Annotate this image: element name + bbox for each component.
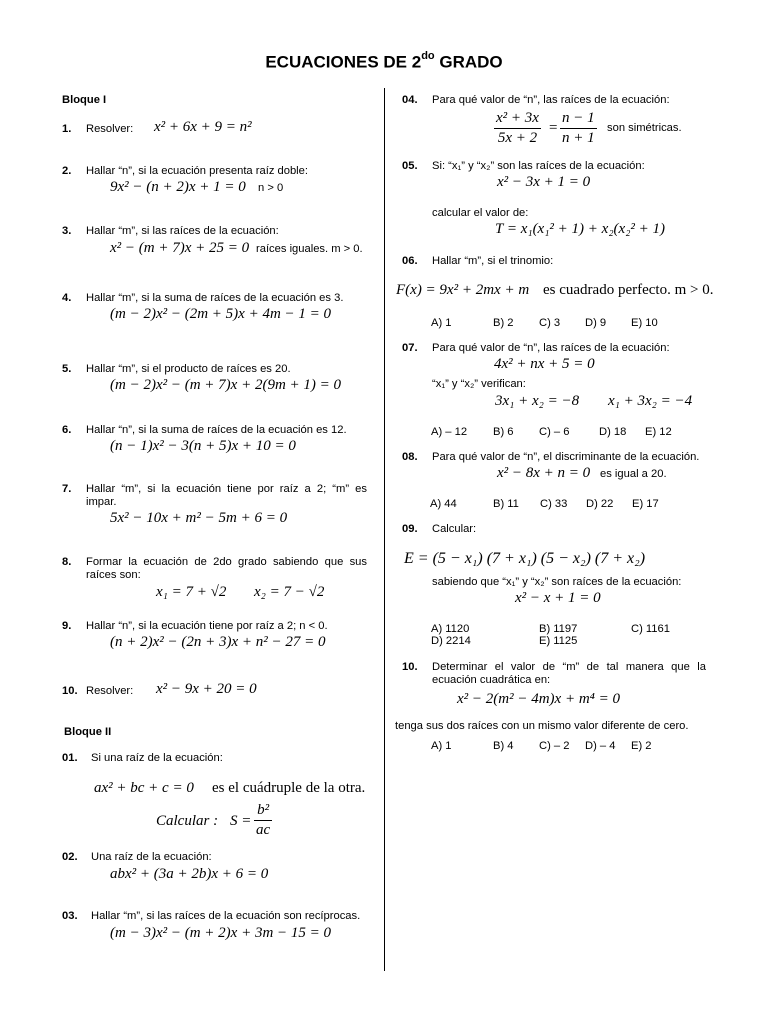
- problem-4-number: 4.: [62, 292, 72, 304]
- question-08-text: Para qué valor de “n”, el discriminante de la ecuación.: [432, 451, 700, 463]
- question-10-equation: x² − 2(m² − 4m)x + m⁴ = 0: [457, 691, 621, 707]
- page-title: [0, 52, 768, 73]
- question-07-number: 07.: [402, 342, 418, 354]
- question-04-number: 04.: [402, 94, 418, 106]
- question-03-equation: (m − 3)x² − (m + 2)x + 3m − 15 = 0: [110, 925, 332, 941]
- q06-option-e[interactable]: E) 10: [631, 317, 658, 329]
- q09-option-c[interactable]: C) 1161: [631, 623, 670, 635]
- q07-option-a[interactable]: A) – 12: [431, 426, 468, 438]
- question-05-number: 05.: [402, 160, 418, 172]
- question-09-equation: E = (5 − x₁) (7 + x₁) (5 − x₂) (7 + x₂): [404, 550, 646, 567]
- q09-option-b[interactable]: B) 1197: [539, 623, 578, 635]
- problem-9-text: Hallar “n”, si la ecuación tiene por raíz a 2; n < 0.: [86, 620, 328, 632]
- q07-option-e[interactable]: E) 12: [645, 426, 672, 438]
- problem-7-text: Hallar “m”, si la ecuación tiene por raíz a 2; “m” es impar.: [86, 483, 367, 508]
- question-08-equation: x² − 8x + n = 0: [497, 465, 591, 481]
- problem-8-root-2: x₂ = 7 − √2: [254, 584, 325, 600]
- q09-option-a[interactable]: A) 1120: [431, 623, 470, 635]
- question-03-text: Hallar “m”, si las raíces de la ecuación son recíprocas.: [91, 910, 361, 922]
- question-02-equation: abx² + (3a + 2b)x + 6 = 0: [110, 866, 269, 882]
- question-02-number: 02.: [62, 851, 78, 863]
- question-07-condition-1: 3x₁ + x₂ = −8: [495, 393, 580, 409]
- q08-option-d[interactable]: D) 22: [586, 498, 614, 510]
- problem-8-number: 8.: [62, 556, 72, 568]
- question-03-number: 03.: [62, 910, 78, 922]
- question-06-equation: F(x) = 9x² + 2mx + m: [396, 282, 530, 298]
- question-07-condition-2: x₁ + 3x₂ = −4: [608, 393, 693, 409]
- q07-option-b[interactable]: B) 6: [493, 426, 514, 438]
- q09-option-d[interactable]: D) 2214: [431, 635, 471, 647]
- question-01-number: 01.: [62, 752, 78, 764]
- problem-1-equation: x² + 6x + 9 = n²: [154, 119, 252, 135]
- q07-option-c[interactable]: C) – 6: [539, 426, 570, 438]
- q07-option-d[interactable]: D) 18: [599, 426, 627, 438]
- question-04-tail: son simétricas.: [607, 122, 682, 134]
- problem-5-equation: (m − 2)x² − (m + 7)x + 2(9m + 1) = 0: [110, 377, 342, 393]
- q08-option-c[interactable]: C) 33: [540, 498, 568, 510]
- title-main: ECUACIONES DE 2: [265, 52, 422, 72]
- problem-10-text: Resolver:: [86, 685, 134, 697]
- question-05-equation-2: T = x₁(x₁² + 1) + x₂(x₂² + 1): [495, 221, 666, 237]
- question-08-number: 08.: [402, 451, 418, 463]
- problem-7-number: 7.: [62, 483, 72, 495]
- q06-option-c[interactable]: C) 3: [539, 317, 561, 329]
- problem-1-number: 1.: [62, 123, 72, 135]
- problem-8-root-1: x₁ = 7 + √2: [156, 584, 227, 600]
- problem-3-condition: raíces iguales. m > 0.: [256, 243, 363, 255]
- fraction-denominator: n + 1: [562, 130, 595, 146]
- problem-4-text: Hallar “m”, si la suma de raíces de la ecuación es 3.: [86, 292, 344, 304]
- question-08-tail: es igual a 20.: [600, 468, 667, 480]
- question-09-text-2: sabiendo que “x₁” y “x₂” son raíces de la ecuación:: [432, 576, 682, 588]
- problem-4-equation: (m − 2)x² − (2m + 5)x + 4m − 1 = 0: [110, 306, 332, 322]
- q09-option-e[interactable]: E) 1125: [539, 635, 578, 647]
- question-09-equation-2: x² − x + 1 = 0: [515, 590, 601, 606]
- question-01-tail: es el cuádruple de la otra.: [212, 780, 366, 796]
- q10-option-c[interactable]: C) – 2: [539, 740, 570, 752]
- problem-7-equation: 5x² − 10x + m² − 5m + 6 = 0: [110, 510, 288, 526]
- question-07-text-2: “x₁” y “x₂” verifican:: [432, 378, 526, 390]
- q06-option-b[interactable]: B) 2: [493, 317, 514, 329]
- question-09-number: 09.: [402, 523, 418, 535]
- question-10-text-2: tenga sus dos raíces con un mismo valor diferente de cero.: [395, 720, 689, 732]
- title-tail: GRADO: [434, 52, 503, 72]
- question-10-text: Determinar el valor de “m” de tal manera que la ecuación cuadrática en:: [432, 661, 706, 686]
- problem-6-text: Hallar “n”, si la suma de raíces de la ecuación es 12.: [86, 424, 347, 436]
- problem-8-text: Formar la ecuación de 2do grado sabiendo que sus raíces son:: [86, 556, 367, 581]
- q10-option-b[interactable]: B) 4: [493, 740, 514, 752]
- q06-option-d[interactable]: D) 9: [585, 317, 607, 329]
- block-1-heading: Bloque I: [62, 94, 107, 106]
- problem-2-equation: 9x² − (n + 2)x + 1 = 0: [110, 179, 246, 195]
- problem-3-text: Hallar “m”, si las raíces de la ecuación:: [86, 225, 279, 237]
- question-09-text: Calcular:: [432, 523, 477, 535]
- question-07-equation: 4x² + nx + 5 = 0: [494, 356, 595, 372]
- problem-10-equation: x² − 9x + 20 = 0: [156, 681, 257, 697]
- question-10-number: 10.: [402, 661, 418, 673]
- question-05-text: Si: “x₁” y “x₂” son las raíces de la ecuación:: [432, 160, 645, 172]
- problem-1-text: Resolver:: [86, 123, 134, 135]
- fraction-numerator: b²: [254, 802, 272, 821]
- title-superscript: do: [421, 50, 435, 62]
- problem-6-number: 6.: [62, 424, 72, 436]
- question-05-text-2: calcular el valor de:: [432, 207, 529, 219]
- problem-5-number: 5.: [62, 363, 72, 375]
- q08-option-a[interactable]: A) 44: [430, 498, 457, 510]
- problem-2-number: 2.: [62, 165, 72, 177]
- q08-option-b[interactable]: B) 11: [493, 498, 519, 510]
- question-01-equation: ax² + bc + c = 0: [94, 780, 194, 796]
- q10-option-d[interactable]: D) – 4: [585, 740, 616, 752]
- question-02-text: Una raíz de la ecuación:: [91, 851, 212, 863]
- question-01-s-label: S =: [230, 813, 252, 829]
- problem-3-number: 3.: [62, 225, 72, 237]
- question-07-text: Para qué valor de “n”, las raíces de la ecuación:: [432, 342, 670, 354]
- question-06-tail: es cuadrado perfecto. m > 0.: [543, 282, 714, 298]
- question-06-number: 06.: [402, 255, 418, 267]
- question-04-text: Para qué valor de “n”, las raíces de la ecuación:: [432, 94, 670, 106]
- question-04-equals: =: [549, 120, 558, 136]
- question-04-fraction-right: [560, 110, 597, 147]
- question-04-fraction-left: [494, 110, 541, 147]
- fraction-denominator: ac: [256, 822, 271, 838]
- problem-9-equation: (n + 2)x² − (2n + 3)x + n² − 27 = 0: [110, 634, 326, 650]
- fraction-numerator: x² + 3x: [494, 110, 541, 129]
- q10-option-e[interactable]: E) 2: [631, 740, 652, 752]
- question-05-equation: x² − 3x + 1 = 0: [497, 174, 591, 190]
- question-01-fraction: [254, 802, 272, 839]
- fraction-denominator: 5x + 2: [497, 130, 538, 146]
- q08-option-e[interactable]: E) 17: [632, 498, 659, 510]
- problem-9-number: 9.: [62, 620, 72, 632]
- q10-option-a[interactable]: A) 1: [431, 740, 452, 752]
- problem-2-text: Hallar “n”, si la ecuación presenta raíz doble:: [86, 165, 308, 177]
- block-2-heading: Bloque II: [64, 726, 112, 738]
- problem-2-condition: n > 0: [258, 182, 284, 194]
- question-01-text: Si una raíz de la ecuación:: [91, 752, 223, 764]
- question-06-text: Hallar “m”, si el trinomio:: [432, 255, 554, 267]
- problem-5-text: Hallar “m”, si el producto de raíces es 20.: [86, 363, 291, 375]
- problem-10-number: 10.: [62, 685, 78, 697]
- problem-6-equation: (n − 1)x² − 3(n + 5)x + 10 = 0: [110, 438, 296, 454]
- question-01-calc-label: Calcular :: [156, 813, 219, 829]
- column-divider: [384, 88, 385, 971]
- q06-option-a[interactable]: A) 1: [431, 317, 452, 329]
- fraction-numerator: n − 1: [560, 110, 597, 129]
- problem-3-equation: x² − (m + 7)x + 25 = 0: [110, 240, 250, 256]
